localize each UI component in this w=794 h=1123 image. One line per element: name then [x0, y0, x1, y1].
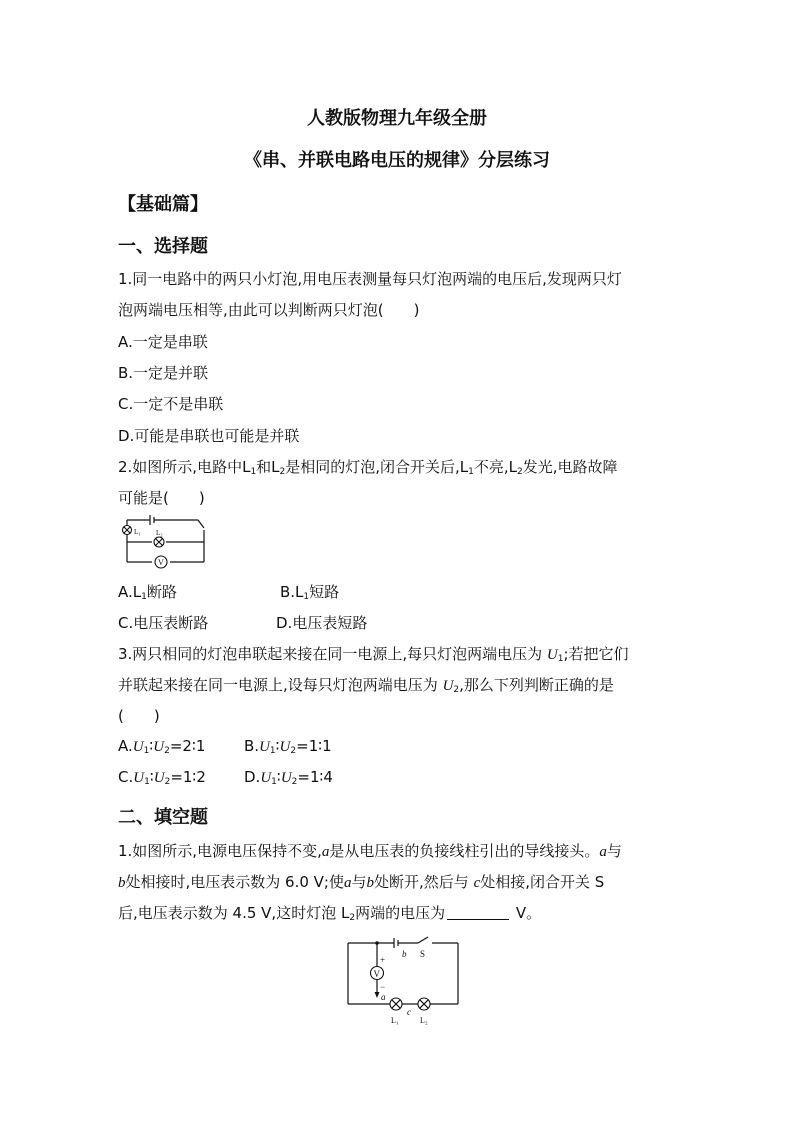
q2-option-d: D.电压表短路 [276, 614, 368, 632]
f1-fig-b: b [402, 949, 407, 959]
q3-option-d: $D.U_1∶U_2=1∶4$ [244, 768, 333, 787]
q1-line1: 1.同一电路中的两只小灯泡,用电压表测量每只灯泡两端的电压后,发现两只灯 [118, 270, 622, 288]
q2-option-a: $A.L_1$断路 [118, 583, 177, 602]
q3-line3: ( ) [118, 707, 160, 725]
q1-option-a: A.一定是串联 [118, 333, 208, 351]
q2-fig-l2: L₂ [156, 529, 163, 537]
lamp-l1-icon [390, 998, 402, 1010]
part-choice-heading: 一、选择题 [118, 236, 208, 257]
part-fill-heading: 二、填空题 [118, 807, 208, 828]
section-basic: 【基础篇】 [118, 194, 208, 215]
f1-fig-v: V [373, 969, 380, 979]
q2-line1: 2.如图所示,电路中$L_1$和$L_2$是相同的灯泡,闭合开关后$,L_1$不亮$,L_2$发光,电路故障 [118, 458, 618, 477]
f1-fig-l1: L₁ [391, 1016, 399, 1025]
f1-fig-plus: + [380, 955, 386, 965]
q3-option-c: $C.U_1∶U_2=1∶2$ [118, 768, 206, 787]
f1-line2: b处相接时,电压表示数为 6.0 V;使a与b处断开,然后与 c处相接,闭合开关 S [118, 873, 605, 891]
q1-line2: 泡两端电压相等,由此可以判断两只灯泡( ) [118, 301, 420, 319]
f1-circuit-diagram [340, 936, 470, 1028]
f1-fig-s: S [420, 949, 426, 959]
answer-blank[interactable] [447, 905, 509, 920]
lamp-l1-icon [123, 526, 132, 535]
q3-line2: 并联起来接在同一电源上,设每只灯泡两端电压为 $U_2$,那么下列判断正确的是 [118, 676, 614, 695]
q2-option-b: $B.L_1$短路 [280, 583, 340, 602]
lamp-l2-icon [154, 537, 164, 547]
q3-option-b: $B.U_1∶U_2=1∶1$ [244, 737, 332, 756]
f1-fig-a: a [381, 992, 386, 1002]
q1-option-c: C.一定不是串联 [118, 395, 224, 413]
f1-fig-c: c [407, 1007, 411, 1017]
f1-fig-minus: − [380, 982, 386, 992]
f1-line3: 后,电压表示数为 4.5 V,这时灯泡 $L_2$两端的电压为 V。 [118, 904, 542, 923]
page-subtitle: 《串、并联电路电压的规律》分层练习 [244, 150, 550, 171]
q1-option-b: B.一定是并联 [118, 364, 209, 382]
q2-circuit-diagram [116, 512, 216, 574]
q3-option-a: $A.U_1∶U_2=2∶1$ [118, 737, 206, 756]
lamp-l2-icon [418, 998, 430, 1010]
q1-option-d: D.可能是串联也可能是并联 [118, 427, 300, 445]
q2-line2: 可能是( ) [118, 489, 205, 507]
q2-fig-v: V [158, 558, 164, 567]
f1-line1: 1.如图所示,电源电压保持不变,a是从电压表的负接线柱引出的导线接头。a与 [118, 842, 622, 860]
q3-line1: 3.两只相同的灯泡串联起来接在同一电源上,每只灯泡两端电压为 $U_1$;若把它们 [118, 645, 629, 664]
q2-fig-l1: L₁ [134, 528, 141, 536]
f1-fig-l2: L₂ [420, 1016, 428, 1025]
q2-option-c: C.电压表断路 [118, 614, 209, 632]
page-title: 人教版物理九年级全册 [307, 108, 487, 129]
